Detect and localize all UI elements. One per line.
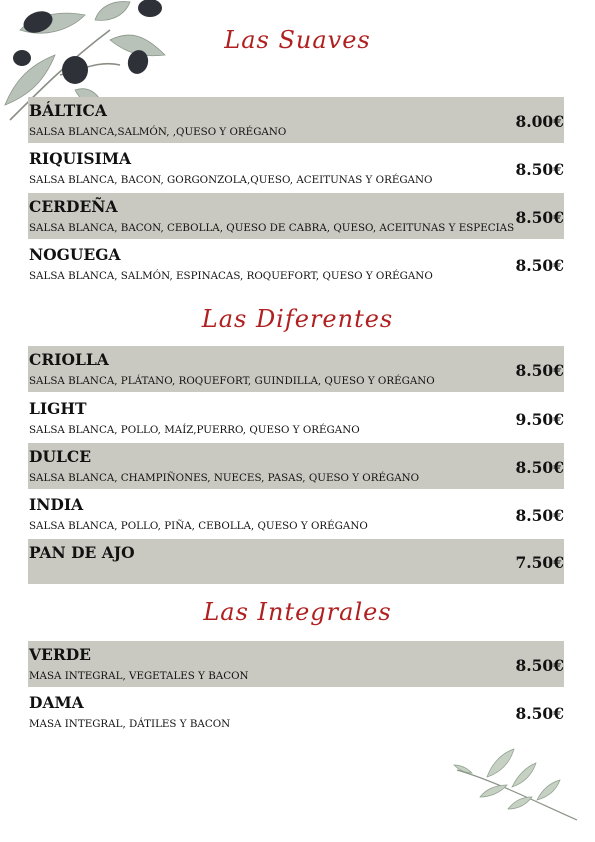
- item-price: 8.50€: [515, 656, 564, 675]
- menu-item-row: [28, 193, 564, 239]
- item-description: SALSA BLANCA, SALMÓN, ESPINACAS, ROQUEFORT, QUESO Y ORÉGANO: [29, 270, 433, 282]
- item-name: PAN DE AJO: [29, 543, 135, 562]
- item-price: 9.50€: [515, 410, 564, 429]
- menu-item-row: [28, 491, 564, 537]
- menu-item-row: [28, 97, 564, 143]
- item-name: RIQUISIMA: [29, 149, 132, 168]
- item-description: MASA INTEGRAL, VEGETALES Y BACON: [29, 670, 249, 682]
- item-name: LIGHT: [29, 399, 87, 418]
- menu-item-row: [28, 145, 564, 191]
- item-price: 8.50€: [515, 506, 564, 525]
- item-name: CERDEÑA: [29, 197, 118, 216]
- item-description: SALSA BLANCA, POLLO, PIÑA, CEBOLLA, QUESO Y ORÉGANO: [29, 520, 368, 532]
- item-description: SALSA BLANCA, POLLO, MAÍZ,PUERRO, QUESO Y ORÉGANO: [29, 424, 360, 436]
- menu-item-row: [28, 689, 564, 735]
- item-description: SALSA BLANCA, BACON, CEBOLLA, QUESO DE CABRA, QUESO, ACEITUNAS Y ESPECIAS: [29, 222, 515, 234]
- item-name: INDIA: [29, 495, 84, 514]
- item-name: CRIOLLA: [29, 350, 109, 369]
- section-title-diferentes: Las Diferentes: [201, 305, 394, 333]
- item-price: 8.50€: [515, 704, 564, 723]
- item-name: DULCE: [29, 447, 92, 466]
- menu-item-row: [28, 641, 564, 687]
- item-name: NOGUEGA: [29, 245, 121, 264]
- menu-item-row: [28, 346, 564, 392]
- item-price: 8.50€: [515, 256, 564, 275]
- menu-item-row: [28, 395, 564, 441]
- item-price: 8.00€: [515, 112, 564, 131]
- leaf-sprig-icon: [452, 745, 580, 825]
- item-name: BÁLTICA: [29, 101, 107, 120]
- item-description: MASA INTEGRAL, DÁTILES Y BACON: [29, 718, 231, 730]
- menu-item-row: [28, 241, 564, 287]
- item-description: SALSA BLANCA,SALMÓN, ,QUESO Y ORÉGANO: [29, 126, 287, 138]
- item-description: SALSA BLANCA, BACON, GORGONZOLA,QUESO, ACEITUNAS Y ORÉGANO: [29, 174, 433, 186]
- menu-item-row: [28, 539, 564, 584]
- item-price: 8.50€: [515, 458, 564, 477]
- item-name: VERDE: [29, 645, 91, 664]
- item-description: SALSA BLANCA, CHAMPIÑONES, NUECES, PASAS, QUESO Y ORÉGANO: [29, 472, 420, 484]
- item-description: SALSA BLANCA, PLÁTANO, ROQUEFORT, GUINDILLA, QUESO Y ORÉGANO: [29, 375, 435, 387]
- item-price: 8.50€: [515, 160, 564, 179]
- section-title-suaves: Las Suaves: [224, 26, 371, 54]
- section-title-integrales: Las Integrales: [203, 598, 392, 626]
- item-price: 8.50€: [515, 208, 564, 227]
- item-price: 8.50€: [515, 361, 564, 380]
- item-name: DAMA: [29, 693, 84, 712]
- menu-item-row: [28, 443, 564, 489]
- item-price: 7.50€: [515, 553, 564, 572]
